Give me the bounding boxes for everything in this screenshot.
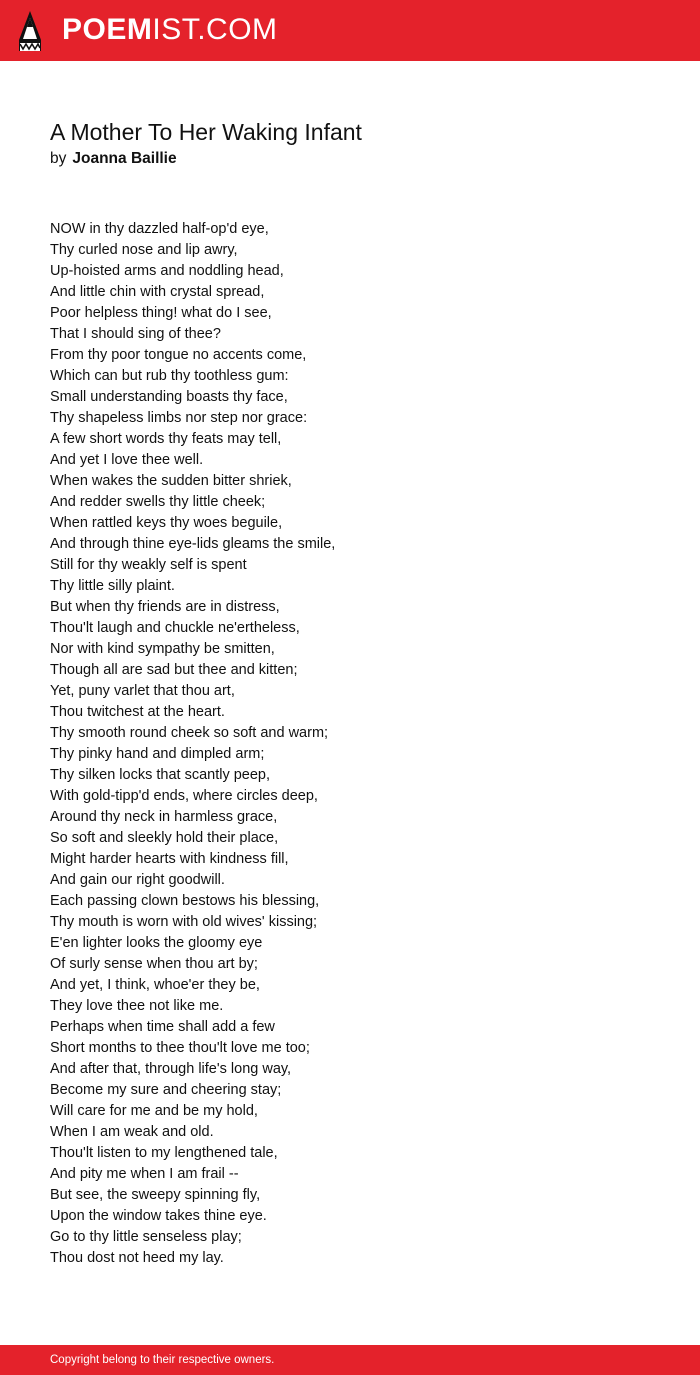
- poem-line: Might harder hearts with kindness fill,: [50, 851, 289, 867]
- poem-line: Around thy neck in harmless grace,: [50, 809, 278, 825]
- by-label: by: [50, 150, 67, 167]
- poem-line: Yet, puny varlet that thou art,: [50, 683, 235, 699]
- poem-line: Thou'lt laugh and chuckle ne'ertheless,: [50, 620, 300, 636]
- poem-line: Thou dost not heed my lay.: [50, 1250, 224, 1266]
- poem-line: When wakes the sudden bitter shriek,: [50, 473, 292, 489]
- poem-line: When I am weak and old.: [50, 1124, 214, 1140]
- poem-line: Still for thy weakly self is spent: [50, 557, 247, 573]
- poem-line: Though all are sad but thee and kitten;: [50, 662, 298, 678]
- poem-line: Thy pinky hand and dimpled arm;: [50, 746, 265, 762]
- poem-line: Thou twitchest at the heart.: [50, 704, 225, 720]
- poem-line: A few short words thy feats may tell,: [50, 431, 282, 447]
- poem-line: Thy little silly plaint.: [50, 578, 175, 594]
- poem-line: But when thy friends are in distress,: [50, 599, 280, 615]
- poem-line: And little chin with crystal spread,: [50, 284, 265, 300]
- poem-line: When rattled keys thy woes beguile,: [50, 515, 283, 531]
- poem-line: Thy smooth round cheek so soft and warm;: [50, 725, 329, 741]
- poem-line: Upon the window takes thine eye.: [50, 1208, 267, 1224]
- poem-line: And yet I love thee well.: [50, 452, 204, 468]
- poem-line: Thy silken locks that scantly peep,: [50, 767, 271, 783]
- poem-line: Nor with kind sympathy be smitten,: [50, 641, 275, 657]
- poem-line: And through thine eye-lids gleams the smile,: [50, 536, 336, 552]
- poem-line: Which can but rub thy toothless gum:: [50, 368, 289, 384]
- poem-line: Thou'lt listen to my lengthened tale,: [50, 1145, 278, 1161]
- poem-line: And redder swells thy little cheek;: [50, 494, 266, 510]
- poem-body: [50, 219, 650, 1269]
- poem-line: Become my sure and cheering stay;: [50, 1082, 282, 1098]
- poem-line: With gold-tipp'd ends, where circles deep,: [50, 788, 318, 804]
- byline: [50, 148, 177, 170]
- poem-line: Perhaps when time shall add a few: [50, 1019, 275, 1035]
- copyright-notice: Copyright belong to their respective owners.: [50, 1354, 275, 1366]
- poem-line: Thy shapeless limbs nor step nor grace:: [50, 410, 308, 426]
- poem-line: Small understanding boasts thy face,: [50, 389, 288, 405]
- poem-line: But see, the sweepy spinning fly,: [50, 1187, 261, 1203]
- poem-line: And pity me when I am frail --: [50, 1166, 239, 1182]
- poem-line: Short months to thee thou'lt love me too;: [50, 1040, 310, 1056]
- site-footer: [0, 1345, 700, 1375]
- poem-line: Thy mouth is worn with old wives' kissing;: [50, 914, 318, 930]
- poem-line: So soft and sleekly hold their place,: [50, 830, 279, 846]
- poem-line: Of surly sense when thou art by;: [50, 956, 258, 972]
- poem-line: That I should sing of thee?: [50, 326, 221, 342]
- poem-line: And after that, through life's long way,: [50, 1061, 292, 1077]
- poem-line: Thy curled nose and lip awry,: [50, 242, 238, 258]
- poem-line: Go to thy little senseless play;: [50, 1229, 242, 1245]
- poem-line: They love thee not like me.: [50, 998, 224, 1014]
- site-logo[interactable]: [62, 12, 278, 48]
- site-header: [0, 0, 700, 61]
- poem-line: From thy poor tongue no accents come,: [50, 347, 307, 363]
- poem-line: Up-hoisted arms and noddling head,: [50, 263, 284, 279]
- logo-light-text: IST.COM: [152, 13, 278, 46]
- poem-title: A Mother To Her Waking Infant: [50, 119, 362, 145]
- poem-line: And yet, I think, whoe'er they be,: [50, 977, 260, 993]
- poem-line: Poor helpless thing! what do I see,: [50, 305, 272, 321]
- author-name: Joanna Baillie: [72, 150, 177, 167]
- poem-line: Each passing clown bestows his blessing,: [50, 893, 320, 909]
- poem-line: NOW in thy dazzled half-op'd eye,: [50, 221, 269, 237]
- logo-bold-text: POEM: [62, 13, 153, 46]
- pencil-tip-icon[interactable]: [18, 10, 42, 52]
- poem-line: Will care for me and be my hold,: [50, 1103, 258, 1119]
- poem-line: And gain our right goodwill.: [50, 872, 225, 888]
- poem-line: E'en lighter looks the gloomy eye: [50, 935, 263, 951]
